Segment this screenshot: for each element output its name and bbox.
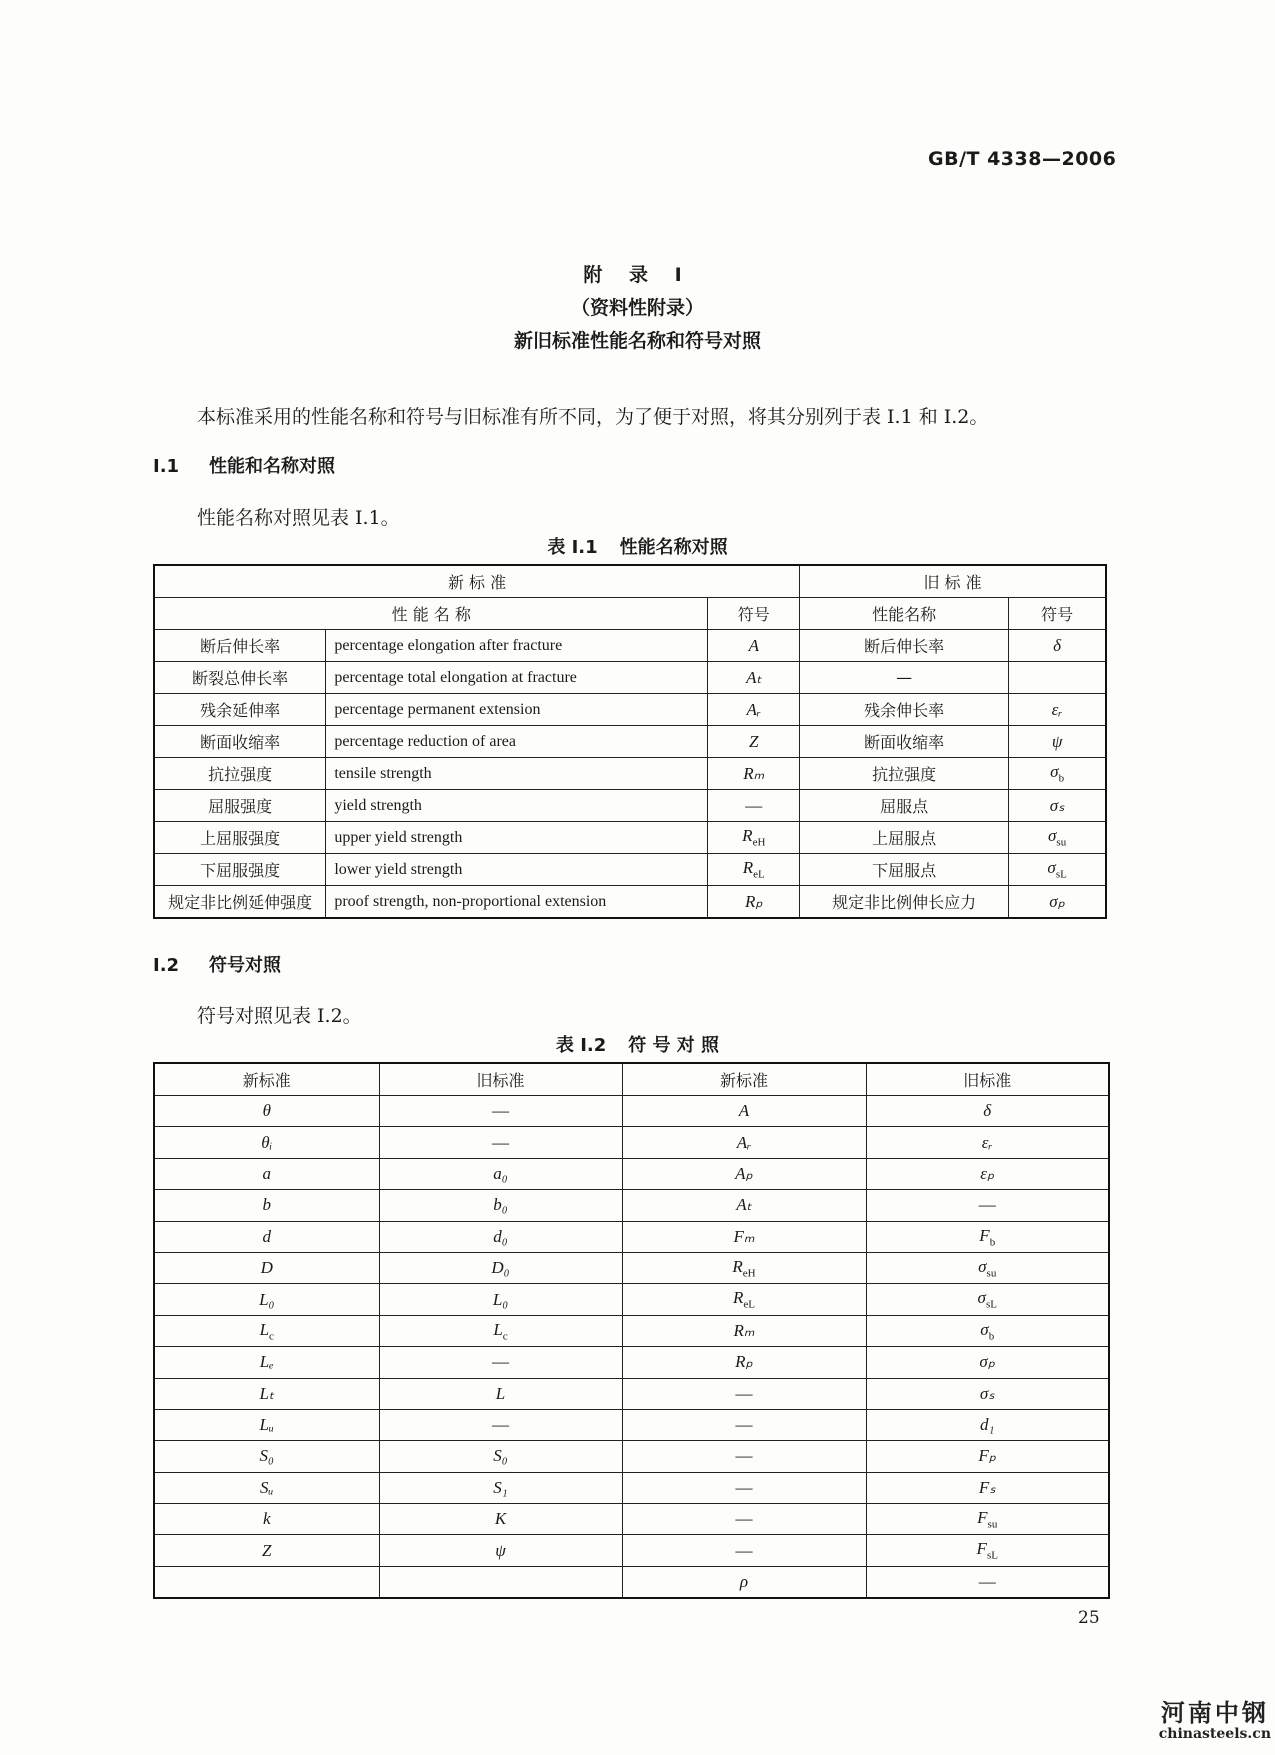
table-row — [154, 1504, 1109, 1535]
table-row — [154, 1347, 1109, 1378]
watermark-domain: chinasteels.cn — [1158, 1726, 1271, 1742]
old-symbol: $L_c$ — [379, 1315, 622, 1346]
property-name-en: yield strength — [326, 790, 708, 822]
old-symbol: Fₛ — [866, 1472, 1109, 1503]
new-symbol: — — [622, 1535, 866, 1566]
old-symbol: $\sigma_{su}$ — [866, 1252, 1109, 1283]
new-symbol: $R_{eH}$ — [622, 1252, 866, 1283]
new-symbol: Lₑ — [154, 1347, 379, 1378]
new-symbol: Rₘ — [622, 1315, 866, 1346]
old-symbol: — — [866, 1566, 1109, 1598]
new-symbol — [154, 1566, 379, 1598]
old-symbol: $F_b$ — [866, 1221, 1109, 1252]
property-name-zh: 断裂总伸长率 — [154, 662, 326, 694]
table-row — [154, 1221, 1109, 1252]
section-title: 性能和名称对照 — [209, 456, 335, 477]
property-name-zh: 屈服强度 — [154, 790, 326, 822]
new-symbol: Aₜ — [622, 1190, 866, 1221]
symbol: Aₜ — [708, 662, 800, 694]
old-symbol: — — [379, 1409, 622, 1440]
standard-number: GB/T 4338—2006 — [928, 148, 1117, 170]
header-old-standard: 旧标准 — [379, 1063, 622, 1096]
old-symbol: $\sigma_b$ — [1009, 758, 1106, 790]
new-symbol: D — [154, 1252, 379, 1283]
old-symbol: $F_{su}$ — [866, 1504, 1109, 1535]
section-heading-1 — [153, 452, 335, 478]
watermark-name: 河南中钢 — [1160, 1699, 1269, 1727]
property-name-zh: 下屈服强度 — [154, 854, 326, 886]
old-symbol: $\sigma_b$ — [866, 1315, 1109, 1346]
old-symbol: — — [379, 1127, 622, 1158]
property-name-en: upper yield strength — [326, 822, 708, 854]
old-symbol: d₁ — [866, 1409, 1109, 1440]
new-symbol: L₀ — [154, 1284, 379, 1315]
new-symbol: Z — [154, 1535, 379, 1566]
table-caption-2 — [0, 1031, 1275, 1057]
property-name-zh: 断后伸长率 — [154, 630, 326, 662]
appendix-heading: 新旧标准性能名称和符号对照 — [513, 330, 761, 352]
caption-number: 表 I.1 — [547, 537, 598, 558]
table-row — [154, 1535, 1109, 1566]
property-name-zh: 上屈服强度 — [154, 822, 326, 854]
new-symbol: b — [154, 1190, 379, 1221]
new-symbol: $L_c$ — [154, 1315, 379, 1346]
header-new-standard: 新标准 — [154, 1063, 379, 1096]
old-symbol: S₁ — [379, 1472, 622, 1503]
caption-title: 符 号 对 照 — [628, 1035, 720, 1056]
new-symbol: d — [154, 1221, 379, 1252]
new-symbol: A — [622, 1096, 866, 1127]
table-row — [154, 694, 1106, 726]
old-symbol: ψ — [379, 1535, 622, 1566]
new-symbol: Aₚ — [622, 1158, 866, 1189]
old-symbol: L₀ — [379, 1284, 622, 1315]
old-symbol: σₛ — [866, 1378, 1109, 1409]
old-symbol: $\sigma_{su}$ — [1009, 822, 1106, 854]
property-name-en: percentage reduction of area — [326, 726, 708, 758]
property-name-en: tensile strength — [326, 758, 708, 790]
property-name-zh: 断面收缩率 — [154, 726, 326, 758]
table-row — [154, 1472, 1109, 1503]
old-property-name: 上屈服点 — [800, 822, 1009, 854]
header-old-standard: 旧标准 — [866, 1063, 1109, 1096]
table-row — [154, 1315, 1109, 1346]
table-reference-1: 性能名称对照见表 I.1。 — [197, 507, 400, 529]
old-symbol: εᵣ — [1009, 694, 1106, 726]
table-row — [154, 1096, 1109, 1127]
caption-title: 性能名称对照 — [619, 537, 728, 558]
old-symbol: Fₚ — [866, 1441, 1109, 1472]
old-symbol: σₛ — [1009, 790, 1106, 822]
table-row — [154, 1190, 1109, 1221]
section-number: I.1 — [153, 456, 180, 477]
table-row — [154, 822, 1106, 854]
old-symbol — [379, 1566, 622, 1598]
table-row — [154, 1158, 1109, 1189]
property-name-table — [153, 564, 1107, 919]
old-symbol: S₀ — [379, 1441, 622, 1472]
new-symbol: a — [154, 1158, 379, 1189]
table-row — [154, 1441, 1109, 1472]
symbol: $R_{eL}$ — [708, 854, 800, 886]
table-row — [154, 854, 1106, 886]
new-symbol: $R_{eL}$ — [622, 1284, 866, 1315]
old-symbol: a₀ — [379, 1158, 622, 1189]
new-symbol: k — [154, 1504, 379, 1535]
table-row — [154, 726, 1106, 758]
new-symbol: — — [622, 1472, 866, 1503]
section-heading-2 — [153, 951, 281, 977]
old-symbol: K — [379, 1504, 622, 1535]
table-row — [154, 630, 1106, 662]
new-symbol: S₀ — [154, 1441, 379, 1472]
old-property-name: 规定非比例伸长应力 — [800, 886, 1009, 919]
table-row — [154, 758, 1106, 790]
new-symbol: θᵢ — [154, 1127, 379, 1158]
property-name-en: percentage permanent extension — [326, 694, 708, 726]
symbol: Rₚ — [708, 886, 800, 919]
old-property-name: 断面收缩率 — [800, 726, 1009, 758]
new-symbol: ρ — [622, 1566, 866, 1598]
new-symbol: Aᵣ — [622, 1127, 866, 1158]
old-symbol: L — [379, 1378, 622, 1409]
old-symbol: δ — [1009, 630, 1106, 662]
old-symbol: — — [379, 1096, 622, 1127]
new-symbol: Fₘ — [622, 1221, 866, 1252]
old-symbol: εₚ — [866, 1158, 1109, 1189]
old-property-name: 断后伸长率 — [800, 630, 1009, 662]
header-new-standard: 新标准 — [622, 1063, 866, 1096]
table-row — [154, 1252, 1109, 1283]
table-row — [154, 1566, 1109, 1598]
old-symbol: σₚ — [866, 1347, 1109, 1378]
new-symbol: Lₜ — [154, 1378, 379, 1409]
new-symbol: Rₚ — [622, 1347, 866, 1378]
old-symbol: εᵣ — [866, 1127, 1109, 1158]
old-property-name: — — [800, 662, 1009, 694]
appendix-title: 附 录 I — [583, 264, 692, 286]
property-name-zh: 规定非比例延伸强度 — [154, 886, 326, 919]
header-old-standard: 旧 标 准 — [800, 565, 1106, 598]
old-symbol: $\sigma_{sL}$ — [1009, 854, 1106, 886]
old-symbol: δ — [866, 1096, 1109, 1127]
old-property-name: 屈服点 — [800, 790, 1009, 822]
header-old-property-name: 性能名称 — [800, 598, 1009, 630]
old-symbol: D₀ — [379, 1252, 622, 1283]
symbol: Z — [708, 726, 800, 758]
old-property-name: 残余伸长率 — [800, 694, 1009, 726]
table-caption-1 — [0, 533, 1275, 559]
old-symbol — [1009, 662, 1106, 694]
property-name-zh: 抗拉强度 — [154, 758, 326, 790]
section-number: I.2 — [153, 955, 180, 976]
table-row — [154, 886, 1106, 919]
header-old-symbol: 符号 — [1009, 598, 1106, 630]
table-row — [154, 1127, 1109, 1158]
old-symbol: b₀ — [379, 1190, 622, 1221]
old-symbol: σₚ — [1009, 886, 1106, 919]
new-symbol: — — [622, 1409, 866, 1440]
property-name-en: percentage elongation after fracture — [326, 630, 708, 662]
old-symbol: d₀ — [379, 1221, 622, 1252]
symbol: A — [708, 630, 800, 662]
old-property-name: 抗拉强度 — [800, 758, 1009, 790]
intro-paragraph: 本标准采用的性能名称和符号与旧标准有所不同，为了便于对照，将其分别列于表 I.1 和 I.2。 — [197, 406, 989, 428]
header-symbol: 符号 — [708, 598, 800, 630]
old-symbol: — — [866, 1190, 1109, 1221]
new-symbol: Sᵤ — [154, 1472, 379, 1503]
new-symbol: θ — [154, 1096, 379, 1127]
old-symbol: $F_{sL}$ — [866, 1535, 1109, 1566]
symbol: Aᵣ — [708, 694, 800, 726]
section-title: 符号对照 — [209, 955, 281, 976]
table-row — [154, 1284, 1109, 1315]
table-row — [154, 790, 1106, 822]
property-name-zh: 残余延伸率 — [154, 694, 326, 726]
new-symbol: — — [622, 1378, 866, 1409]
table-row — [154, 1409, 1109, 1440]
old-symbol: — — [379, 1347, 622, 1378]
symbol-comparison-table — [153, 1062, 1110, 1599]
new-symbol: — — [622, 1504, 866, 1535]
old-symbol: ψ — [1009, 726, 1106, 758]
symbol: — — [708, 790, 800, 822]
new-symbol: — — [622, 1441, 866, 1472]
header-new-standard: 新 标 准 — [154, 565, 800, 598]
caption-number: 表 I.2 — [555, 1035, 607, 1056]
header-property-name: 性 能 名 称 — [154, 598, 708, 630]
property-name-en: percentage total elongation at fracture — [326, 662, 708, 694]
symbol: Rₘ — [708, 758, 800, 790]
old-symbol: $\sigma_{sL}$ — [866, 1284, 1109, 1315]
symbol: $R_{eH}$ — [708, 822, 800, 854]
watermark-logo — [1159, 1700, 1271, 1742]
new-symbol: Lᵤ — [154, 1409, 379, 1440]
appendix-subtitle: （资料性附录） — [570, 297, 704, 319]
property-name-en: proof strength, non-proportional extension — [326, 886, 708, 919]
property-name-en: lower yield strength — [326, 854, 708, 886]
table-row — [154, 1378, 1109, 1409]
table-reference-2: 符号对照见表 I.2。 — [197, 1005, 362, 1027]
page-number: 25 — [1078, 1608, 1100, 1628]
old-property-name: 下屈服点 — [800, 854, 1009, 886]
table-row — [154, 662, 1106, 694]
